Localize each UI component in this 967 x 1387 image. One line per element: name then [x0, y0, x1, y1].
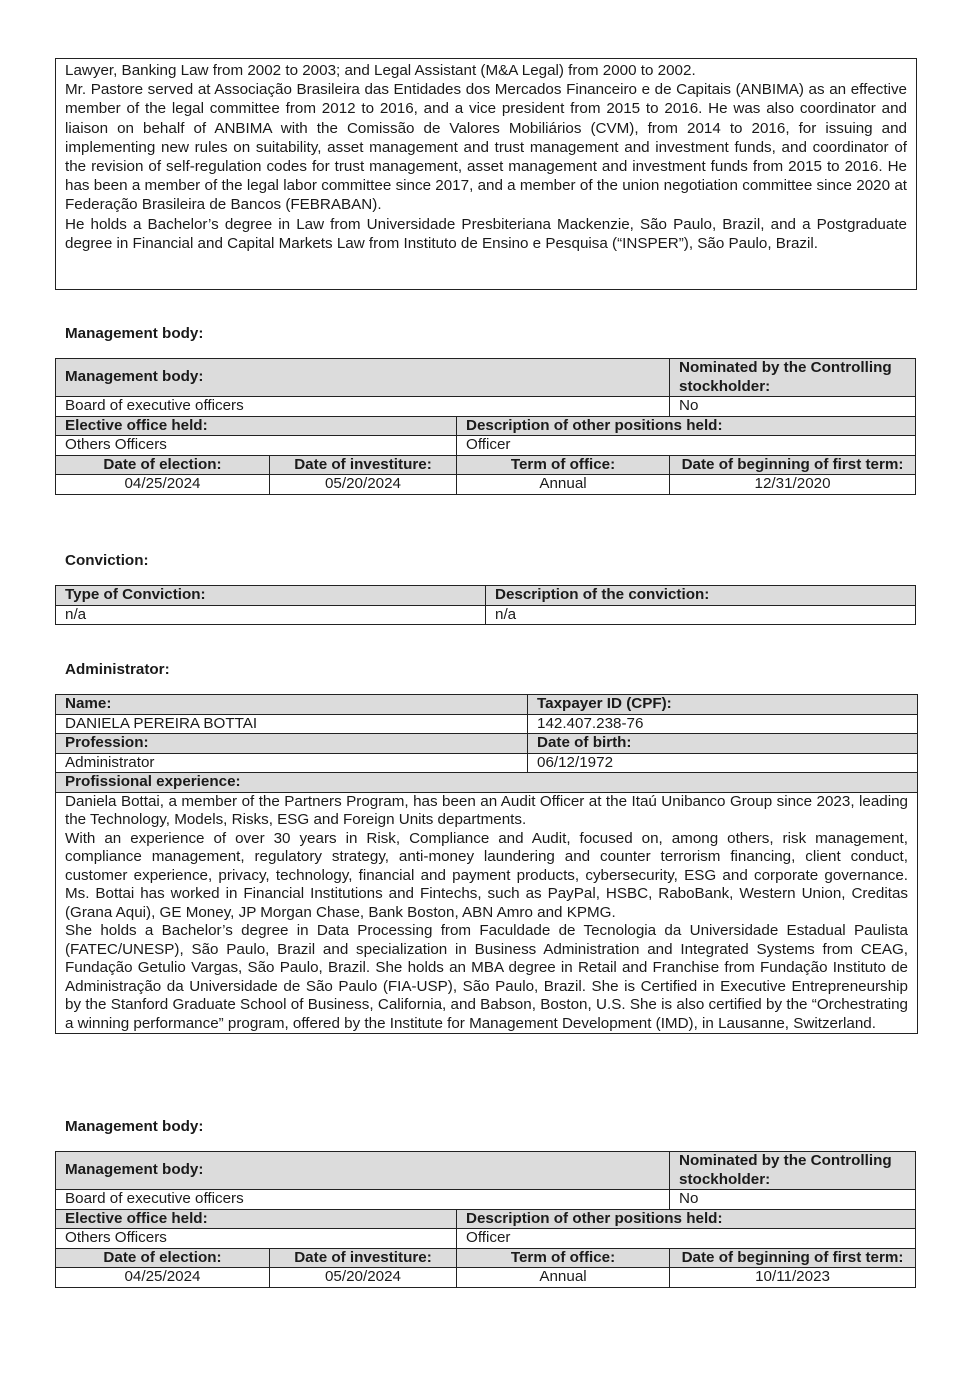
- header-term-of-office: Term of office:: [457, 1248, 670, 1268]
- header-other-positions: Description of other positions held:: [457, 1209, 916, 1229]
- elective-office-value: Others Officers: [56, 436, 457, 456]
- nominated-value: No: [670, 397, 916, 417]
- date-of-election-value: 04/25/2024: [56, 475, 270, 495]
- profession-value: Administrator: [56, 753, 528, 773]
- pastore-experience-box: [55, 58, 917, 290]
- header-professional-experience: Profissional experience:: [56, 773, 918, 793]
- other-positions-value: Officer: [457, 1229, 916, 1249]
- date-of-investiture-value: 05/20/2024: [270, 1268, 457, 1288]
- management-body-value: Board of executive officers: [56, 397, 670, 417]
- elective-office-value: Others Officers: [56, 1229, 457, 1249]
- first-term-value: 12/31/2020: [670, 475, 916, 495]
- header-elective-office: Elective office held:: [56, 416, 457, 436]
- header-date-of-investiture: Date of investiture:: [270, 455, 457, 475]
- header-nominated: Nominated by the Controlling stockholder:: [670, 1152, 916, 1190]
- experience-paragraph: Lawyer, Banking Law from 2002 to 2003; and Legal Assistant (M&A Legal) from 2000 to 2002.: [65, 62, 696, 79]
- header-profession: Profession:: [56, 734, 528, 754]
- header-nominated: Nominated by the Controlling stockholder:: [670, 359, 916, 397]
- other-positions-value: Officer: [457, 436, 916, 456]
- header-term-of-office: Term of office:: [457, 455, 670, 475]
- header-first-term: Date of beginning of first term:: [670, 455, 916, 475]
- header-other-positions: Description of other positions held:: [457, 416, 916, 436]
- management-body-value: Board of executive officers: [56, 1190, 670, 1210]
- section-title-management-body: Management body:: [65, 325, 204, 342]
- date-of-investiture-value: 05/20/2024: [270, 475, 457, 495]
- professional-experience-value: [56, 792, 918, 1034]
- management-body-table: [55, 1151, 917, 1288]
- date-of-election-value: 04/25/2024: [56, 1268, 270, 1288]
- header-date-of-investiture: Date of investiture:: [270, 1248, 457, 1268]
- header-management-body: Management body:: [56, 1152, 670, 1190]
- header-cpf: Taxpayer ID (CPF):: [528, 695, 918, 715]
- header-date-of-election: Date of election:: [56, 1248, 270, 1268]
- conviction-table: [55, 585, 917, 625]
- conviction-description-value: n/a: [486, 605, 916, 625]
- experience-paragraph: Daniela Bottai, a member of the Partners Program, has been an Audit Officer at the Itaú Unibanco Group since 2023, leading the Technology, Models, Risks, ESG and Foreign Units departments.: [65, 792, 908, 828]
- name-value: DANIELA PEREIRA BOTTAI: [56, 714, 528, 734]
- first-term-value: 10/11/2023: [670, 1268, 916, 1288]
- term-of-office-value: Annual: [457, 1268, 670, 1288]
- section-title-management-body: Management body:: [65, 1118, 204, 1135]
- header-conviction-description: Description of the conviction:: [486, 586, 916, 606]
- header-elective-office: Elective office held:: [56, 1209, 457, 1229]
- experience-paragraph: Mr. Pastore served at Associação Brasileira das Entidades dos Mercados Financeiro e de Capitais (ANBIMA) as an effective member of the legal committee from 2012 to 2016, and a vice president from 2015 to 2016. He was also coordinator and liaison on behalf of ANBIMA with the Comissão de Valores Mobiliários (CVM), from 2014 to 2016, for issuing and implementing new rules on suitability, asset management and trust management and investment funds, and coordinator of the revision of self-regulation codes for trust management, asset management and investment funds from 2015 to 2016. He has been a member of the legal labor committee since 2017, and a member of the union negotiation committee since 2020 at Federação Brasileira de Bancos (FEBRABAN).: [65, 81, 907, 214]
- conviction-type-value: n/a: [56, 605, 486, 625]
- experience-paragraph: She holds a Bachelor’s degree in Data Processing from Faculdade de Tecnologia da Universidade Estadual Paulista (FATEC/UNESP), São Paulo, Brazil and specialization in Business Administration and Integrated Systems from CEAG, Fundação Getulio Vargas, São Paulo, Brazil. She holds an MBA degree in Retail and Franchise from Fundação Instituto de Administração da Universidade de São Paulo (FIA-USP), São Paulo, Brazil. She is Certified in Executive Entrepreneurship by the Stanford Graduate School of Business, California, and Babson, Boston, U.S. She is also certified by the “Orchestrating a winning performance” program, offered by the Institute for Management Development (IMD), in Lausanne, Switzerland.: [65, 922, 908, 1032]
- date-of-birth-value: 06/12/1972: [528, 753, 918, 773]
- nominated-value: No: [670, 1190, 916, 1210]
- header-management-body: Management body:: [56, 359, 670, 397]
- experience-paragraph: With an experience of over 30 years in Risk, Compliance and Audit, focused on, among others, risk management, compliance management, regulatory strategy, anti-money laundering and counter terrorism financing, client conduct, customer experience, privacy, technology, financial and payment products, cybersecurity, ESG and corporate governance. Ms. Bottai has worked in Financial Institutions and Fintechs, such as PayPal, HSBC, RaboBank, Western Union, Creditas (Grana Aqui), GE Money, JP Morgan Chase, Bank Boston, ABN Amro and KPMG.: [65, 829, 908, 921]
- administrator-table: [55, 694, 917, 1034]
- header-name: Name:: [56, 695, 528, 715]
- cpf-value: 142.407.238-76: [528, 714, 918, 734]
- section-title-administrator: Administrator:: [65, 661, 170, 678]
- header-first-term: Date of beginning of first term:: [670, 1248, 916, 1268]
- header-type-of-conviction: Type of Conviction:: [56, 586, 486, 606]
- header-date-of-election: Date of election:: [56, 455, 270, 475]
- section-title-conviction: Conviction:: [65, 552, 149, 569]
- management-body-table: [55, 358, 917, 495]
- header-date-of-birth: Date of birth:: [528, 734, 918, 754]
- experience-paragraph: He holds a Bachelor’s degree in Law from Universidade Presbiteriana Mackenzie, São Paulo, Brazil, and a Postgraduate degree in Financial and Capital Markets Law from Instituto de Ensino e Pesquisa (“INSPER”), São Paulo, Brazil.: [65, 215, 907, 252]
- term-of-office-value: Annual: [457, 475, 670, 495]
